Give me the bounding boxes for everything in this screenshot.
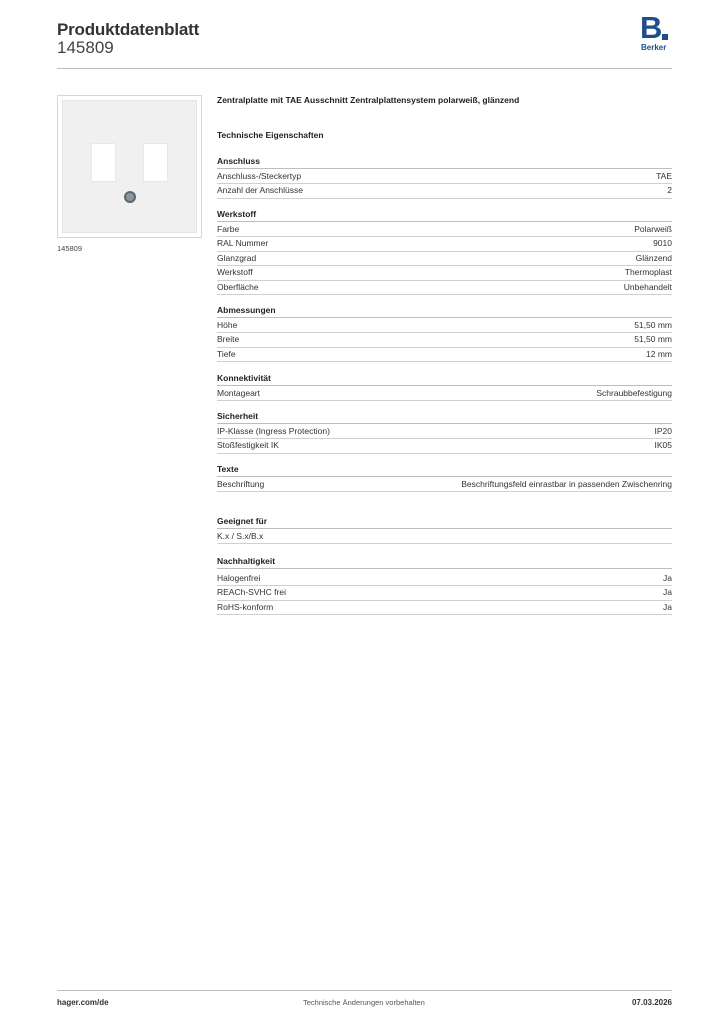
product-description: Zentralplatte mit TAE Ausschnitt Zentralplattensystem polarweiß, glänzend <box>217 95 520 105</box>
row-value: 9010 <box>653 238 672 249</box>
logo-dot <box>662 34 668 40</box>
row-label: Oberfläche <box>217 281 259 292</box>
table-row <box>217 266 672 281</box>
row-label: IP-Klasse (Ingress Protection) <box>217 425 330 436</box>
row-label: Tiefe <box>217 348 236 359</box>
table-row <box>217 478 672 493</box>
table-row <box>217 281 672 296</box>
table-row <box>217 184 672 199</box>
table-row <box>217 348 672 363</box>
logo-text: Berker <box>641 43 667 52</box>
section-geeignet-title: Geeignet für <box>217 516 672 529</box>
table-row <box>217 387 672 402</box>
tae-slot-right <box>143 143 168 182</box>
table-row <box>217 237 672 252</box>
row-value: Glänzend <box>635 252 672 263</box>
row-value: 2 <box>667 185 672 196</box>
row-value: Ja <box>663 572 672 583</box>
table-row <box>217 170 672 185</box>
section-sicherheit-title: Sicherheit <box>217 411 672 424</box>
table-row <box>217 252 672 267</box>
central-plate <box>62 100 197 233</box>
row-label: Breite <box>217 334 240 345</box>
table-row <box>217 601 672 616</box>
footer-divider <box>57 990 672 991</box>
product-number: 145809 <box>57 38 114 57</box>
row-label: Glanzgrad <box>217 252 257 263</box>
table-row <box>217 572 672 587</box>
section-abmessungen-title: Abmessungen <box>217 305 672 318</box>
row-value: Ja <box>663 587 672 598</box>
row-label: Werkstoff <box>217 267 253 278</box>
footer-notice: Technische Änderungen vorbehalten <box>303 998 425 1007</box>
row-label: Anzahl der Anschlüsse <box>217 185 303 196</box>
row-label: RAL Nummer <box>217 238 269 249</box>
section-texte-title: Texte <box>217 464 672 477</box>
product-image <box>57 95 202 238</box>
row-label: RoHS-konform <box>217 601 274 612</box>
table-row <box>217 439 672 454</box>
row-label: Beschriftung <box>217 478 265 489</box>
row-value: IK05 <box>654 440 672 451</box>
header-divider <box>57 68 672 69</box>
footer-date: 07.03.2026 <box>631 998 672 1007</box>
logo-letter: B <box>640 10 663 45</box>
section-konnektivitaet-title: Konnektivität <box>217 373 672 386</box>
screw-icon <box>124 191 136 203</box>
tae-slot-left <box>91 143 116 182</box>
tech-properties-heading: Technische Eigenschaften <box>217 130 324 140</box>
row-label: Montageart <box>217 387 260 398</box>
row-value: IP20 <box>654 425 672 436</box>
page-title: Produktdatenblatt <box>57 20 200 39</box>
row-label: Stoßfestigkeit IK <box>217 440 279 451</box>
row-label: Anschluss-/Steckertyp <box>217 170 302 181</box>
row-label: REACh-SVHC frei <box>217 587 286 598</box>
row-value: Unbehandelt <box>623 281 672 292</box>
row-value: Thermoplast <box>624 267 672 278</box>
table-row <box>217 223 672 238</box>
image-caption: 145809 <box>57 244 83 253</box>
section-werkstoff-title: Werkstoff <box>217 209 672 222</box>
table-row <box>217 333 672 348</box>
table-row <box>217 530 672 545</box>
row-value: 12 mm <box>646 348 672 359</box>
footer-website: hager.com/de <box>57 998 109 1007</box>
row-value: 51,50 mm <box>634 319 672 330</box>
row-label: K.x / S.x/B.x <box>217 530 264 541</box>
table-row <box>217 586 672 601</box>
row-label: Farbe <box>217 223 240 234</box>
row-label: Halogenfrei <box>217 572 261 583</box>
row-value: Beschriftungsfeld einrastbar in passenden Zwischenring <box>461 478 672 489</box>
table-row <box>217 319 672 334</box>
row-value: 51,50 mm <box>634 334 672 345</box>
row-value: Schraubbefestigung <box>596 387 672 398</box>
row-label: Höhe <box>217 319 238 330</box>
section-anschluss-title: Anschluss <box>217 156 672 169</box>
row-value: Ja <box>663 601 672 612</box>
row-value: TAE <box>656 170 672 181</box>
table-row <box>217 425 672 440</box>
row-value: Polarweiß <box>634 223 672 234</box>
berker-logo <box>640 10 674 56</box>
section-nachhaltigkeit-title: Nachhaltigkeit <box>217 556 672 569</box>
